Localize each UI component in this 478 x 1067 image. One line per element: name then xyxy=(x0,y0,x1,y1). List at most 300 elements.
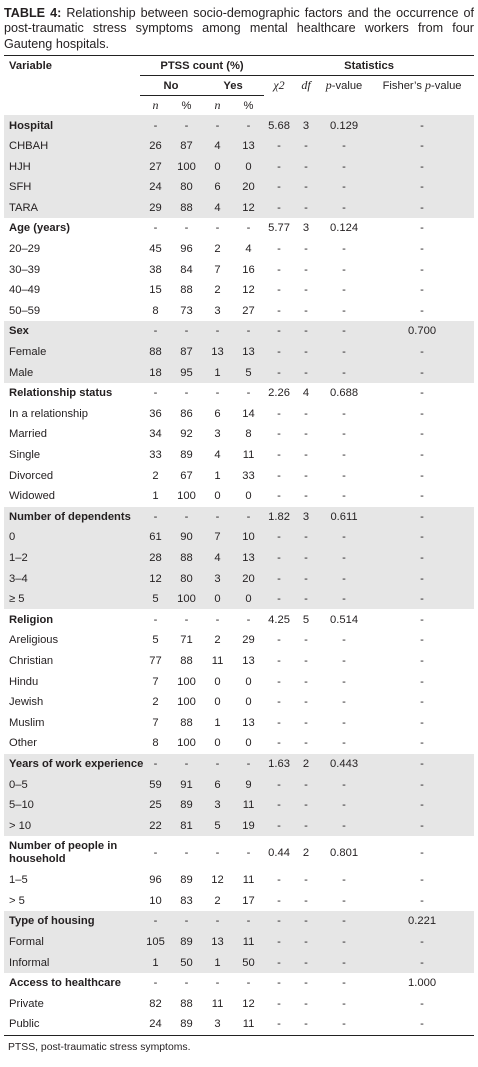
value-cell: - xyxy=(420,304,424,317)
value-cell: 11 xyxy=(242,874,255,887)
stat-cell: 5 xyxy=(302,613,310,626)
empty-cell: - xyxy=(215,613,220,626)
value-cell: - xyxy=(277,1018,281,1031)
value-cell: - xyxy=(342,1018,346,1031)
value-cell: - xyxy=(370,774,474,795)
value-cell: - xyxy=(264,774,294,795)
value-cell: - xyxy=(420,874,424,887)
row-label: ≥ 5 xyxy=(4,589,140,610)
value-cell: - xyxy=(277,263,281,276)
value-cell: - xyxy=(277,997,281,1010)
value-cell: 13 xyxy=(233,136,264,157)
empty-cell: - xyxy=(140,911,171,932)
value-cell: 8 xyxy=(245,428,252,441)
value-cell: - xyxy=(304,716,308,729)
table-row xyxy=(4,774,474,795)
value-cell: 5 xyxy=(152,634,159,647)
value-cell: 4 xyxy=(214,449,221,462)
row-label: Muslim xyxy=(9,716,45,729)
stat-cell: 3 xyxy=(294,507,318,528)
group-row xyxy=(4,836,474,870)
row-label: 1–2 xyxy=(4,548,140,569)
value-cell: - xyxy=(277,428,281,441)
value-cell: 67 xyxy=(180,469,193,482)
stat-cell: - xyxy=(294,911,318,932)
value-cell: - xyxy=(420,284,424,297)
value-cell: - xyxy=(342,449,346,462)
value-cell: 24 xyxy=(140,177,171,198)
stat-cell: 2 xyxy=(294,754,318,775)
value-cell: - xyxy=(304,449,308,462)
value-cell: 11 xyxy=(242,1018,255,1031)
group-row xyxy=(4,218,474,239)
table-row xyxy=(4,692,474,713)
value-cell: 38 xyxy=(149,263,162,276)
group-label: Access to healthcare xyxy=(9,977,121,990)
row-label: 20–29 xyxy=(9,243,41,256)
table-row xyxy=(4,870,474,891)
group-label: Age (years) xyxy=(9,222,70,235)
stat-cell: - xyxy=(264,911,294,932)
row-label: Widowed xyxy=(9,490,56,503)
value-cell: - xyxy=(264,795,294,816)
stat-cell: - xyxy=(370,507,474,528)
stat-cell: - xyxy=(420,847,424,859)
value-cell: 105 xyxy=(140,932,171,953)
value-cell: 100 xyxy=(171,589,202,610)
value-cell: 4 xyxy=(202,548,233,569)
empty-cell: - xyxy=(153,977,158,990)
value-cell: 4 xyxy=(202,136,233,157)
value-cell: - xyxy=(277,874,281,887)
value-cell: - xyxy=(304,634,308,647)
table-footnote: PTSS, post-traumatic stress symptoms. xyxy=(8,1041,191,1053)
value-cell: 7 xyxy=(152,716,159,729)
header-no-n: n xyxy=(152,98,159,113)
header-variable: Variable xyxy=(9,59,52,72)
value-cell: - xyxy=(342,284,346,297)
value-cell: - xyxy=(370,952,474,973)
value-cell: - xyxy=(342,654,346,667)
value-cell: - xyxy=(370,527,474,548)
stat-cell: - xyxy=(294,321,318,342)
table-row xyxy=(4,733,474,754)
table-row xyxy=(4,280,474,301)
value-cell: - xyxy=(277,696,281,709)
group-label: Sex xyxy=(4,321,140,342)
table-row xyxy=(4,259,474,280)
table-row xyxy=(4,952,474,973)
value-cell: 91 xyxy=(171,774,202,795)
value-cell: - xyxy=(294,177,318,198)
value-cell: 2 xyxy=(152,469,159,482)
value-cell: - xyxy=(304,874,308,887)
value-cell: - xyxy=(370,568,474,589)
value-cell: - xyxy=(342,737,346,750)
value-cell: - xyxy=(277,449,281,462)
value-cell: - xyxy=(277,654,281,667)
value-cell: 0 xyxy=(214,490,221,503)
stat-cell: 3 xyxy=(294,115,318,136)
empty-cell: - xyxy=(246,222,251,235)
value-cell: 95 xyxy=(171,362,202,383)
value-cell: - xyxy=(420,997,424,1010)
empty-cell: - xyxy=(233,507,264,528)
stat-cell: 5.68 xyxy=(264,115,294,136)
empty-cell: - xyxy=(246,977,251,990)
value-cell: 33 xyxy=(149,449,162,462)
value-cell: 88 xyxy=(140,342,171,363)
value-cell: 5 xyxy=(233,362,264,383)
value-cell: - xyxy=(342,997,346,1010)
table-row xyxy=(4,568,474,589)
value-cell: 89 xyxy=(180,449,193,462)
value-cell: - xyxy=(318,932,370,953)
value-cell: 0 xyxy=(245,675,252,688)
table-body xyxy=(4,115,474,1035)
caption-text: Relationship between socio-demographic factors and the occurrence of post-traumatic stress symptoms among mental healthcare workers from four Gauteng hospitals. xyxy=(4,6,474,51)
row-label: Private xyxy=(9,997,44,1010)
table-row xyxy=(4,445,474,466)
table-row xyxy=(4,994,474,1015)
value-cell: 1 xyxy=(140,952,171,973)
value-cell: 2 xyxy=(214,634,221,647)
value-cell: - xyxy=(370,136,474,157)
value-cell: 7 xyxy=(202,527,233,548)
value-cell: - xyxy=(294,548,318,569)
row-label: Formal xyxy=(4,932,140,953)
row-label: In a relationship xyxy=(9,407,88,420)
value-cell: - xyxy=(304,490,308,503)
value-cell: 13 xyxy=(242,716,255,729)
value-cell: - xyxy=(294,568,318,589)
value-cell: 13 xyxy=(242,654,255,667)
value-cell: 1 xyxy=(214,716,221,729)
empty-cell: - xyxy=(153,847,158,859)
empty-cell: - xyxy=(246,387,251,400)
row-label: Areligious xyxy=(9,634,59,647)
table-caption xyxy=(4,0,474,52)
row-label: Single xyxy=(9,449,41,462)
value-cell: 90 xyxy=(171,527,202,548)
value-cell: 81 xyxy=(171,815,202,836)
value-cell: 6 xyxy=(202,774,233,795)
row-label: > 10 xyxy=(4,815,140,836)
value-cell: 0 xyxy=(214,675,221,688)
table-row xyxy=(4,424,474,445)
row-label: Female xyxy=(4,342,140,363)
value-cell: - xyxy=(370,198,474,219)
value-cell: 96 xyxy=(180,243,193,256)
value-cell: - xyxy=(277,716,281,729)
value-cell: 73 xyxy=(180,304,193,317)
row-label: Christian xyxy=(9,654,54,667)
value-cell: - xyxy=(342,490,346,503)
value-cell: - xyxy=(294,795,318,816)
value-cell: 100 xyxy=(177,490,196,503)
table-row xyxy=(4,932,474,953)
value-cell: 4 xyxy=(202,198,233,219)
value-cell: - xyxy=(420,737,424,750)
value-cell: 19 xyxy=(233,815,264,836)
table-row xyxy=(4,362,474,383)
value-cell: - xyxy=(342,407,346,420)
value-cell: - xyxy=(264,589,294,610)
value-cell: 3 xyxy=(214,304,221,317)
group-label: Type of housing xyxy=(4,911,140,932)
value-cell: - xyxy=(304,304,308,317)
table-row xyxy=(4,404,474,425)
value-cell: - xyxy=(294,815,318,836)
value-cell: 0 xyxy=(245,737,252,750)
group-label: Number of people in household xyxy=(9,840,118,865)
table-row xyxy=(4,795,474,816)
stat-cell: 0.443 xyxy=(318,754,370,775)
value-cell: 96 xyxy=(149,874,162,887)
group-row xyxy=(4,754,474,775)
value-cell: - xyxy=(420,894,424,907)
header-yes-pct: % xyxy=(243,99,254,112)
empty-cell: - xyxy=(153,613,158,626)
row-label: 0 xyxy=(4,527,140,548)
value-cell: 12 xyxy=(242,284,255,297)
value-cell: - xyxy=(294,342,318,363)
empty-cell: - xyxy=(184,387,189,400)
stat-cell: 1.82 xyxy=(264,507,294,528)
value-cell: 88 xyxy=(180,716,193,729)
value-cell: 1 xyxy=(202,952,233,973)
value-cell: 33 xyxy=(242,469,255,482)
empty-cell: - xyxy=(202,115,233,136)
empty-cell: - xyxy=(246,613,251,626)
group-row xyxy=(4,973,474,994)
value-cell: 8 xyxy=(152,304,159,317)
row-label: Informal xyxy=(4,952,140,973)
table-row xyxy=(4,198,474,219)
value-cell: 13 xyxy=(202,932,233,953)
stat-cell: - xyxy=(370,115,474,136)
value-cell: 0 xyxy=(202,156,233,177)
value-cell: - xyxy=(264,932,294,953)
value-cell: - xyxy=(304,696,308,709)
empty-cell: - xyxy=(140,321,171,342)
stat-cell: - xyxy=(420,222,424,235)
row-label: CHBAH xyxy=(4,136,140,157)
stat-cell: - xyxy=(420,387,424,400)
value-cell: - xyxy=(304,263,308,276)
stat-cell: 3 xyxy=(302,222,310,235)
empty-cell: - xyxy=(246,847,251,859)
value-cell: 10 xyxy=(233,527,264,548)
value-cell: - xyxy=(370,342,474,363)
empty-cell: - xyxy=(184,222,189,235)
row-label: 1–5 xyxy=(9,874,28,887)
value-cell: 11 xyxy=(211,654,224,667)
empty-cell: - xyxy=(184,977,189,990)
value-cell: 2 xyxy=(214,243,221,256)
value-cell: - xyxy=(318,795,370,816)
table-row xyxy=(4,465,474,486)
data-table xyxy=(4,56,474,1035)
stat-cell: - xyxy=(342,977,346,990)
value-cell: - xyxy=(420,490,424,503)
value-cell: - xyxy=(420,407,424,420)
value-cell: 88 xyxy=(180,997,193,1010)
value-cell: - xyxy=(277,469,281,482)
value-cell: - xyxy=(304,243,308,256)
group-label: Relationship status xyxy=(9,387,113,400)
value-cell: - xyxy=(264,568,294,589)
empty-cell: - xyxy=(215,222,220,235)
table-row xyxy=(4,239,474,260)
header-yes-n: n xyxy=(214,98,221,113)
value-cell: - xyxy=(264,136,294,157)
value-cell: - xyxy=(264,362,294,383)
row-label: 50–59 xyxy=(9,304,41,317)
value-cell: 3 xyxy=(214,428,221,441)
value-cell: 89 xyxy=(171,932,202,953)
group-row xyxy=(4,507,474,528)
value-cell: - xyxy=(342,428,346,441)
value-cell: 8 xyxy=(152,737,159,750)
stat-cell: 1.63 xyxy=(264,754,294,775)
value-cell: 100 xyxy=(177,675,196,688)
value-cell: - xyxy=(420,654,424,667)
stat-cell: - xyxy=(277,977,281,990)
value-cell: 89 xyxy=(180,874,193,887)
empty-cell: - xyxy=(184,847,189,859)
value-cell: - xyxy=(318,136,370,157)
value-cell: - xyxy=(264,156,294,177)
empty-cell: - xyxy=(215,387,220,400)
value-cell: - xyxy=(342,874,346,887)
value-cell: - xyxy=(342,675,346,688)
group-label: Number of dependents xyxy=(4,507,140,528)
value-cell: - xyxy=(342,263,346,276)
table-row xyxy=(4,342,474,363)
value-cell: 27 xyxy=(140,156,171,177)
value-cell: - xyxy=(318,177,370,198)
value-cell: - xyxy=(304,1018,308,1031)
row-label: SFH xyxy=(4,177,140,198)
table-row xyxy=(4,651,474,672)
value-cell: 13 xyxy=(233,342,264,363)
value-cell: - xyxy=(294,362,318,383)
value-cell: 20 xyxy=(233,177,264,198)
value-cell: - xyxy=(342,304,346,317)
empty-cell: - xyxy=(202,754,233,775)
value-cell: - xyxy=(318,774,370,795)
value-cell: - xyxy=(370,932,474,953)
value-cell: 28 xyxy=(140,548,171,569)
value-cell: - xyxy=(420,428,424,441)
value-cell: 0 xyxy=(233,156,264,177)
value-cell: - xyxy=(277,675,281,688)
value-cell: 7 xyxy=(152,675,159,688)
value-cell: - xyxy=(318,589,370,610)
value-cell: 3 xyxy=(202,568,233,589)
value-cell: - xyxy=(304,654,308,667)
stat-cell: 0.221 xyxy=(370,911,474,932)
value-cell: - xyxy=(294,589,318,610)
value-cell: - xyxy=(264,815,294,836)
value-cell: 59 xyxy=(140,774,171,795)
header-statistics: Statistics xyxy=(264,56,474,76)
value-cell: - xyxy=(420,1018,424,1031)
value-cell: 15 xyxy=(149,284,162,297)
stat-cell: 0.124 xyxy=(330,222,359,235)
value-cell: - xyxy=(342,634,346,647)
empty-cell: - xyxy=(233,911,264,932)
empty-cell: - xyxy=(233,321,264,342)
value-cell: 87 xyxy=(171,136,202,157)
value-cell: - xyxy=(370,362,474,383)
table-row xyxy=(4,891,474,912)
empty-cell: - xyxy=(171,911,202,932)
value-cell: 50 xyxy=(233,952,264,973)
row-label: HJH xyxy=(4,156,140,177)
empty-cell: - xyxy=(171,321,202,342)
value-cell: - xyxy=(304,284,308,297)
empty-cell: - xyxy=(215,847,220,859)
group-row xyxy=(4,609,474,630)
value-cell: 7 xyxy=(214,263,221,276)
value-cell: 12 xyxy=(211,874,224,887)
value-cell: - xyxy=(304,428,308,441)
value-cell: - xyxy=(277,894,281,907)
value-cell: - xyxy=(342,696,346,709)
value-cell: 83 xyxy=(180,894,193,907)
empty-cell: - xyxy=(202,507,233,528)
empty-cell: - xyxy=(184,613,189,626)
value-cell: 5 xyxy=(140,589,171,610)
empty-cell: - xyxy=(153,387,158,400)
value-cell: 88 xyxy=(171,548,202,569)
value-cell: - xyxy=(420,263,424,276)
value-cell: - xyxy=(318,198,370,219)
value-cell: 0 xyxy=(245,490,252,503)
value-cell: - xyxy=(277,304,281,317)
empty-cell: - xyxy=(233,754,264,775)
value-cell: - xyxy=(342,716,346,729)
value-cell: - xyxy=(264,548,294,569)
header-p-value: p-value xyxy=(325,78,363,93)
value-cell: 82 xyxy=(149,997,162,1010)
table-row xyxy=(4,548,474,569)
stat-cell: 0.514 xyxy=(330,613,359,626)
value-cell: - xyxy=(342,243,346,256)
stat-cell: - xyxy=(304,977,308,990)
value-cell: 3 xyxy=(202,795,233,816)
value-cell: 89 xyxy=(180,1018,193,1031)
value-cell: 18 xyxy=(140,362,171,383)
row-label: Male xyxy=(4,362,140,383)
table-label: TABLE 4: xyxy=(4,6,62,20)
header-fishers-p-value: Fisher’s p-value xyxy=(382,78,462,93)
value-cell: - xyxy=(370,156,474,177)
empty-cell: - xyxy=(202,911,233,932)
value-cell: 22 xyxy=(140,815,171,836)
value-cell: 16 xyxy=(242,263,255,276)
table-row xyxy=(4,177,474,198)
row-label: Divorced xyxy=(9,469,54,482)
value-cell: 11 xyxy=(233,795,264,816)
row-label: 30–39 xyxy=(9,263,41,276)
empty-cell: - xyxy=(233,115,264,136)
value-cell: 3 xyxy=(214,1018,221,1031)
value-cell: - xyxy=(318,548,370,569)
value-cell: 20 xyxy=(233,568,264,589)
